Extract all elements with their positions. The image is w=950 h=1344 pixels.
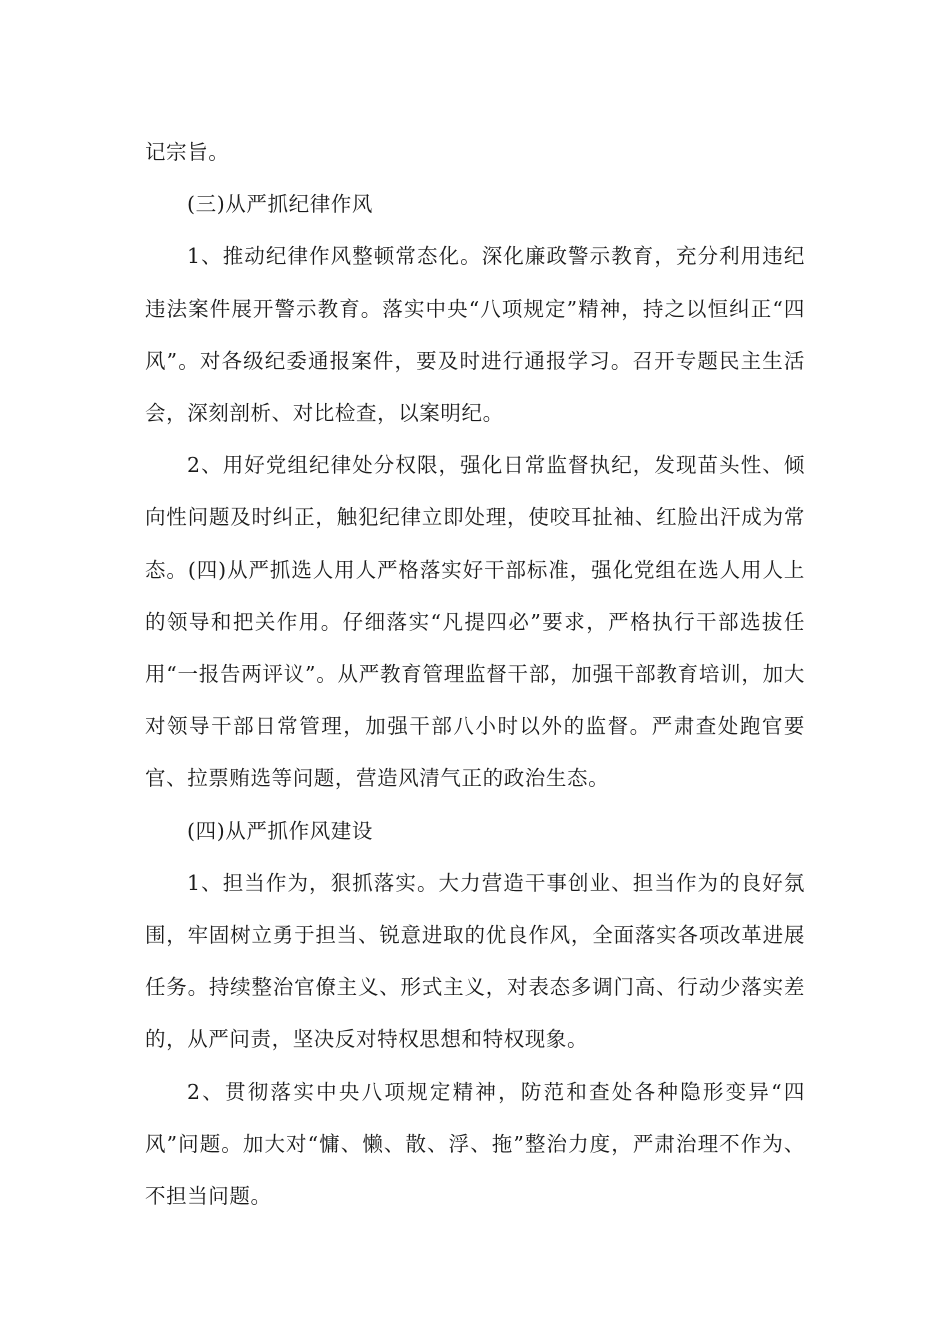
paragraph: 2、用好党组纪律处分权限，强化日常监督执纪，发现苗头性、倾向性问题及时纠正，触犯纪律立即处理，使咬耳扯袖、红脸出汗成为常态。(四)从严抓选人用人严格落实好干部标准，强化党组在选人用人上的领导和把关作用。仔细落实“凡提四必”要求，严格执行干部选拔任用“一报告两评议”。从严教育管理监督干部，加强干部教育培训，加大对领导干部日常管理，加强干部八小时以外的监督。严肃查处跑官要官、拉票贿选等问题，营造风清气正的政治生态。	[145, 453, 805, 791]
section-heading: (四)从严抓作风建设	[187, 818, 373, 843]
section-heading: (三)从严抓纪律作风	[187, 192, 373, 217]
paragraph: 1、担当作为，狠抓落实。大力营造干事创业、担当作为的良好氛围，牢固树立勇于担当、锐意进取的优良作风，全面落实各项改革进展任务。持续整治官僚主义、形式主义，对表态多调门高、行动少落实差的，从严问责，坚决反对特权思想和特权现象。	[145, 870, 805, 1052]
paragraph: 1、推动纪律作风整顿常态化。深化廉政警示教育，充分利用违纪违法案件展开警示教育。落实中央“八项规定”精神，持之以恒纠正“四风”。对各级纪委通报案件，要及时进行通报学习。召开专题民主生活会，深刻剖析、对比检查，以案明纪。	[145, 244, 805, 426]
paragraph: 2、贯彻落实中央八项规定精神，防范和查处各种隐形变异“四风”问题。加大对“慵、懒、散、浮、拖”整治力度，严肃治理不作为、不担当问题。	[145, 1079, 805, 1209]
paragraph: 记宗旨。	[145, 140, 230, 164]
document-body	[145, 126, 805, 1222]
